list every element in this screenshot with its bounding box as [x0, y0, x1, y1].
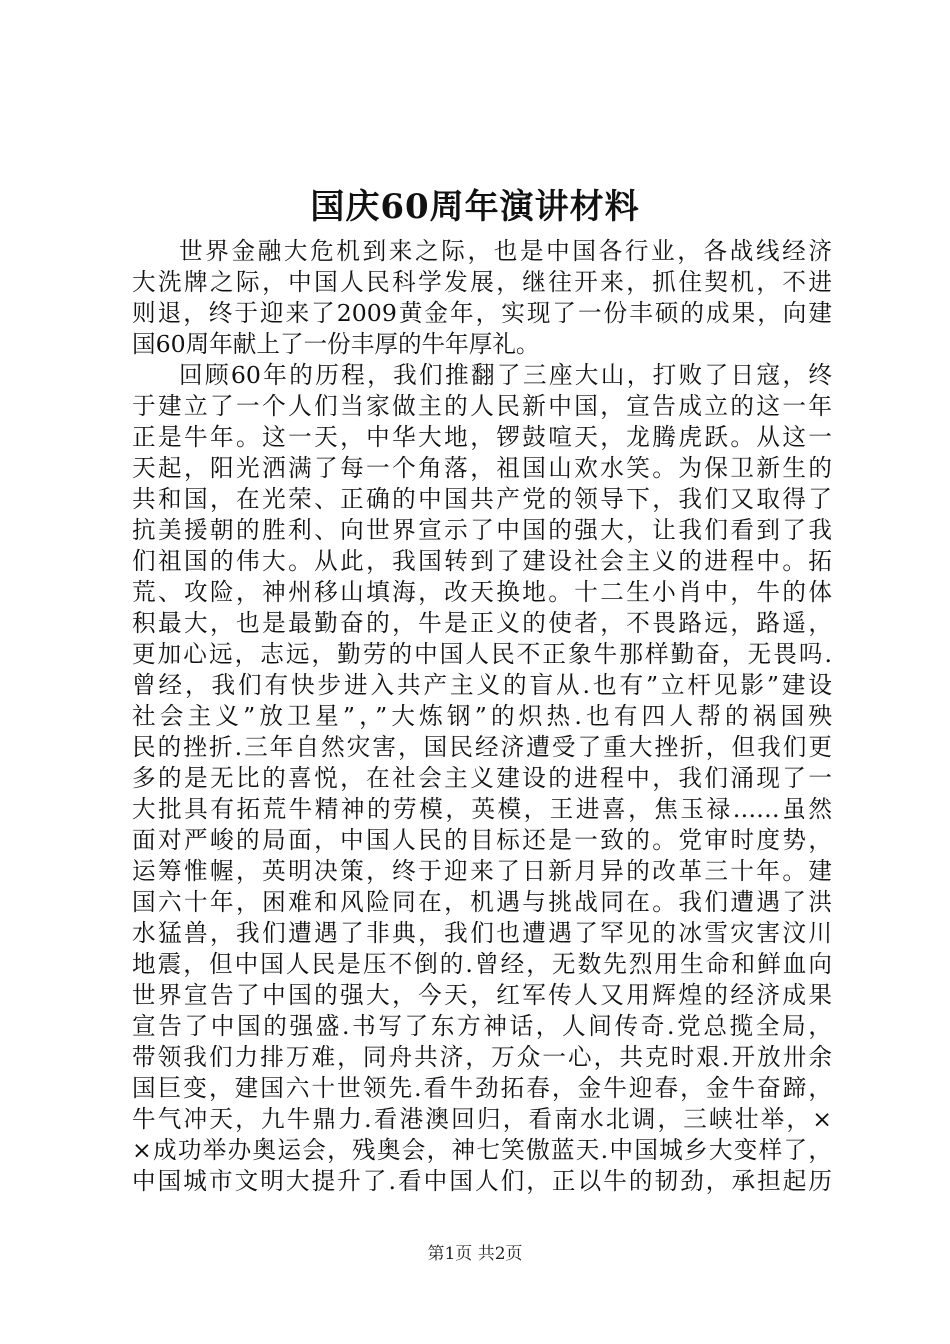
text-line: 则退，终于迎来了2009黄金年，实现了一份丰硕的成果，向建 [132, 299, 832, 327]
text-line: 国巨变，建国六十世领先.看牛劲拓春，金牛迎春，金牛奋蹄， [132, 1074, 832, 1102]
text-line: 中国城市文明大提升了.看中国人们，正以牛的韧劲，承担起历 [132, 1167, 832, 1195]
document-title: 国庆60周年演讲材料 [310, 187, 640, 227]
text-line: 水猛兽，我们遭遇了非典，我们也遭遇了罕见的冰雪灾害汶川 [132, 919, 832, 947]
text-line: 面对严峻的局面，中国人民的目标还是一致的。党审时度势， [132, 826, 832, 854]
text-line: 国60周年献上了一份丰厚的牛年厚礼。 [132, 330, 540, 358]
text-line: 多的是无比的喜悦，在社会主义建设的进程中，我们涌现了一 [132, 764, 832, 792]
text-line: 社会主义”放卫星”，”大炼钢”的炽热.也有四人帮的祸国殃 [132, 702, 832, 730]
paragraph [132, 360, 832, 1197]
text-line: 正是牛年。这一天，中华大地，锣鼓喧天，龙腾虎跃。从这一 [132, 423, 832, 451]
text-line: 更加心远，志远，勤劳的中国人民不正象牛那样勤奋，无畏吗. [132, 640, 832, 668]
text-line: 曾经，我们有快步进入共产主义的盲从.也有”立杆见影”建设 [132, 671, 832, 699]
text-line: 积最大，也是最勤奋的，牛是正义的使者，不畏路远，路遥， [132, 609, 832, 637]
text-line: 大批具有拓荒牛精神的劳模，英模，王进喜，焦玉禄……虽然 [132, 795, 832, 823]
text-line: ×成功举办奥运会，残奥会，神七笑傲蓝天.中国城乡大变样了， [132, 1136, 832, 1164]
text-line: 抗美援朝的胜利、向世界宣示了中国的强大，让我们看到了我 [132, 516, 832, 544]
document-body [132, 236, 832, 1197]
text-line: 民的挫折.三年自然灾害，国民经济遭受了重大挫折，但我们更 [132, 733, 832, 761]
text-line: 带领我们力排万难，同舟共济，万众一心，共克时艰.开放卅余 [132, 1043, 832, 1071]
page-footer: 第1页 共2页 [427, 1244, 523, 1264]
text-line: 牛气冲天，九牛鼎力.看港澳回归，看南水北调，三峡壮举，× [132, 1105, 832, 1133]
text-line: 们祖国的伟大。从此，我国转到了建设社会主义的进程中。拓 [132, 547, 832, 575]
text-line: 宣告了中国的强盛.书写了东方神话，人间传奇.党总揽全局， [132, 1012, 832, 1040]
text-line: 大洗牌之际，中国人民科学发展，继往开来，抓住契机，不进 [132, 268, 832, 296]
text-line: 世界金融大危机到来之际，也是中国各行业，各战线经济 [179, 237, 832, 265]
text-line: 回顾60年的历程，我们推翻了三座大山，打败了日寇，终 [179, 361, 832, 389]
paragraph [132, 236, 832, 360]
text-line: 运筹惟幄，英明决策，终于迎来了日新月异的改革三十年。建 [132, 857, 832, 885]
text-line: 国六十年，困难和风险同在，机遇与挑战同在。我们遭遇了洪 [132, 888, 832, 916]
text-line: 于建立了一个人们当家做主的人民新中国，宣告成立的这一年 [132, 392, 832, 420]
text-line: 荒、攻险，神州移山填海，改天换地。十二生小肖中，牛的体 [132, 578, 832, 606]
text-line: 天起，阳光洒满了每一个角落，祖国山欢水笑。为保卫新生的 [132, 454, 832, 482]
text-line: 世界宣告了中国的强大，今天，红军传人又用辉煌的经济成果 [132, 981, 832, 1009]
text-line: 共和国，在光荣、正确的中国共产党的领导下，我们又取得了 [132, 485, 832, 513]
text-line: 地震，但中国人民是压不倒的.曾经，无数先烈用生命和鲜血向 [132, 950, 832, 978]
